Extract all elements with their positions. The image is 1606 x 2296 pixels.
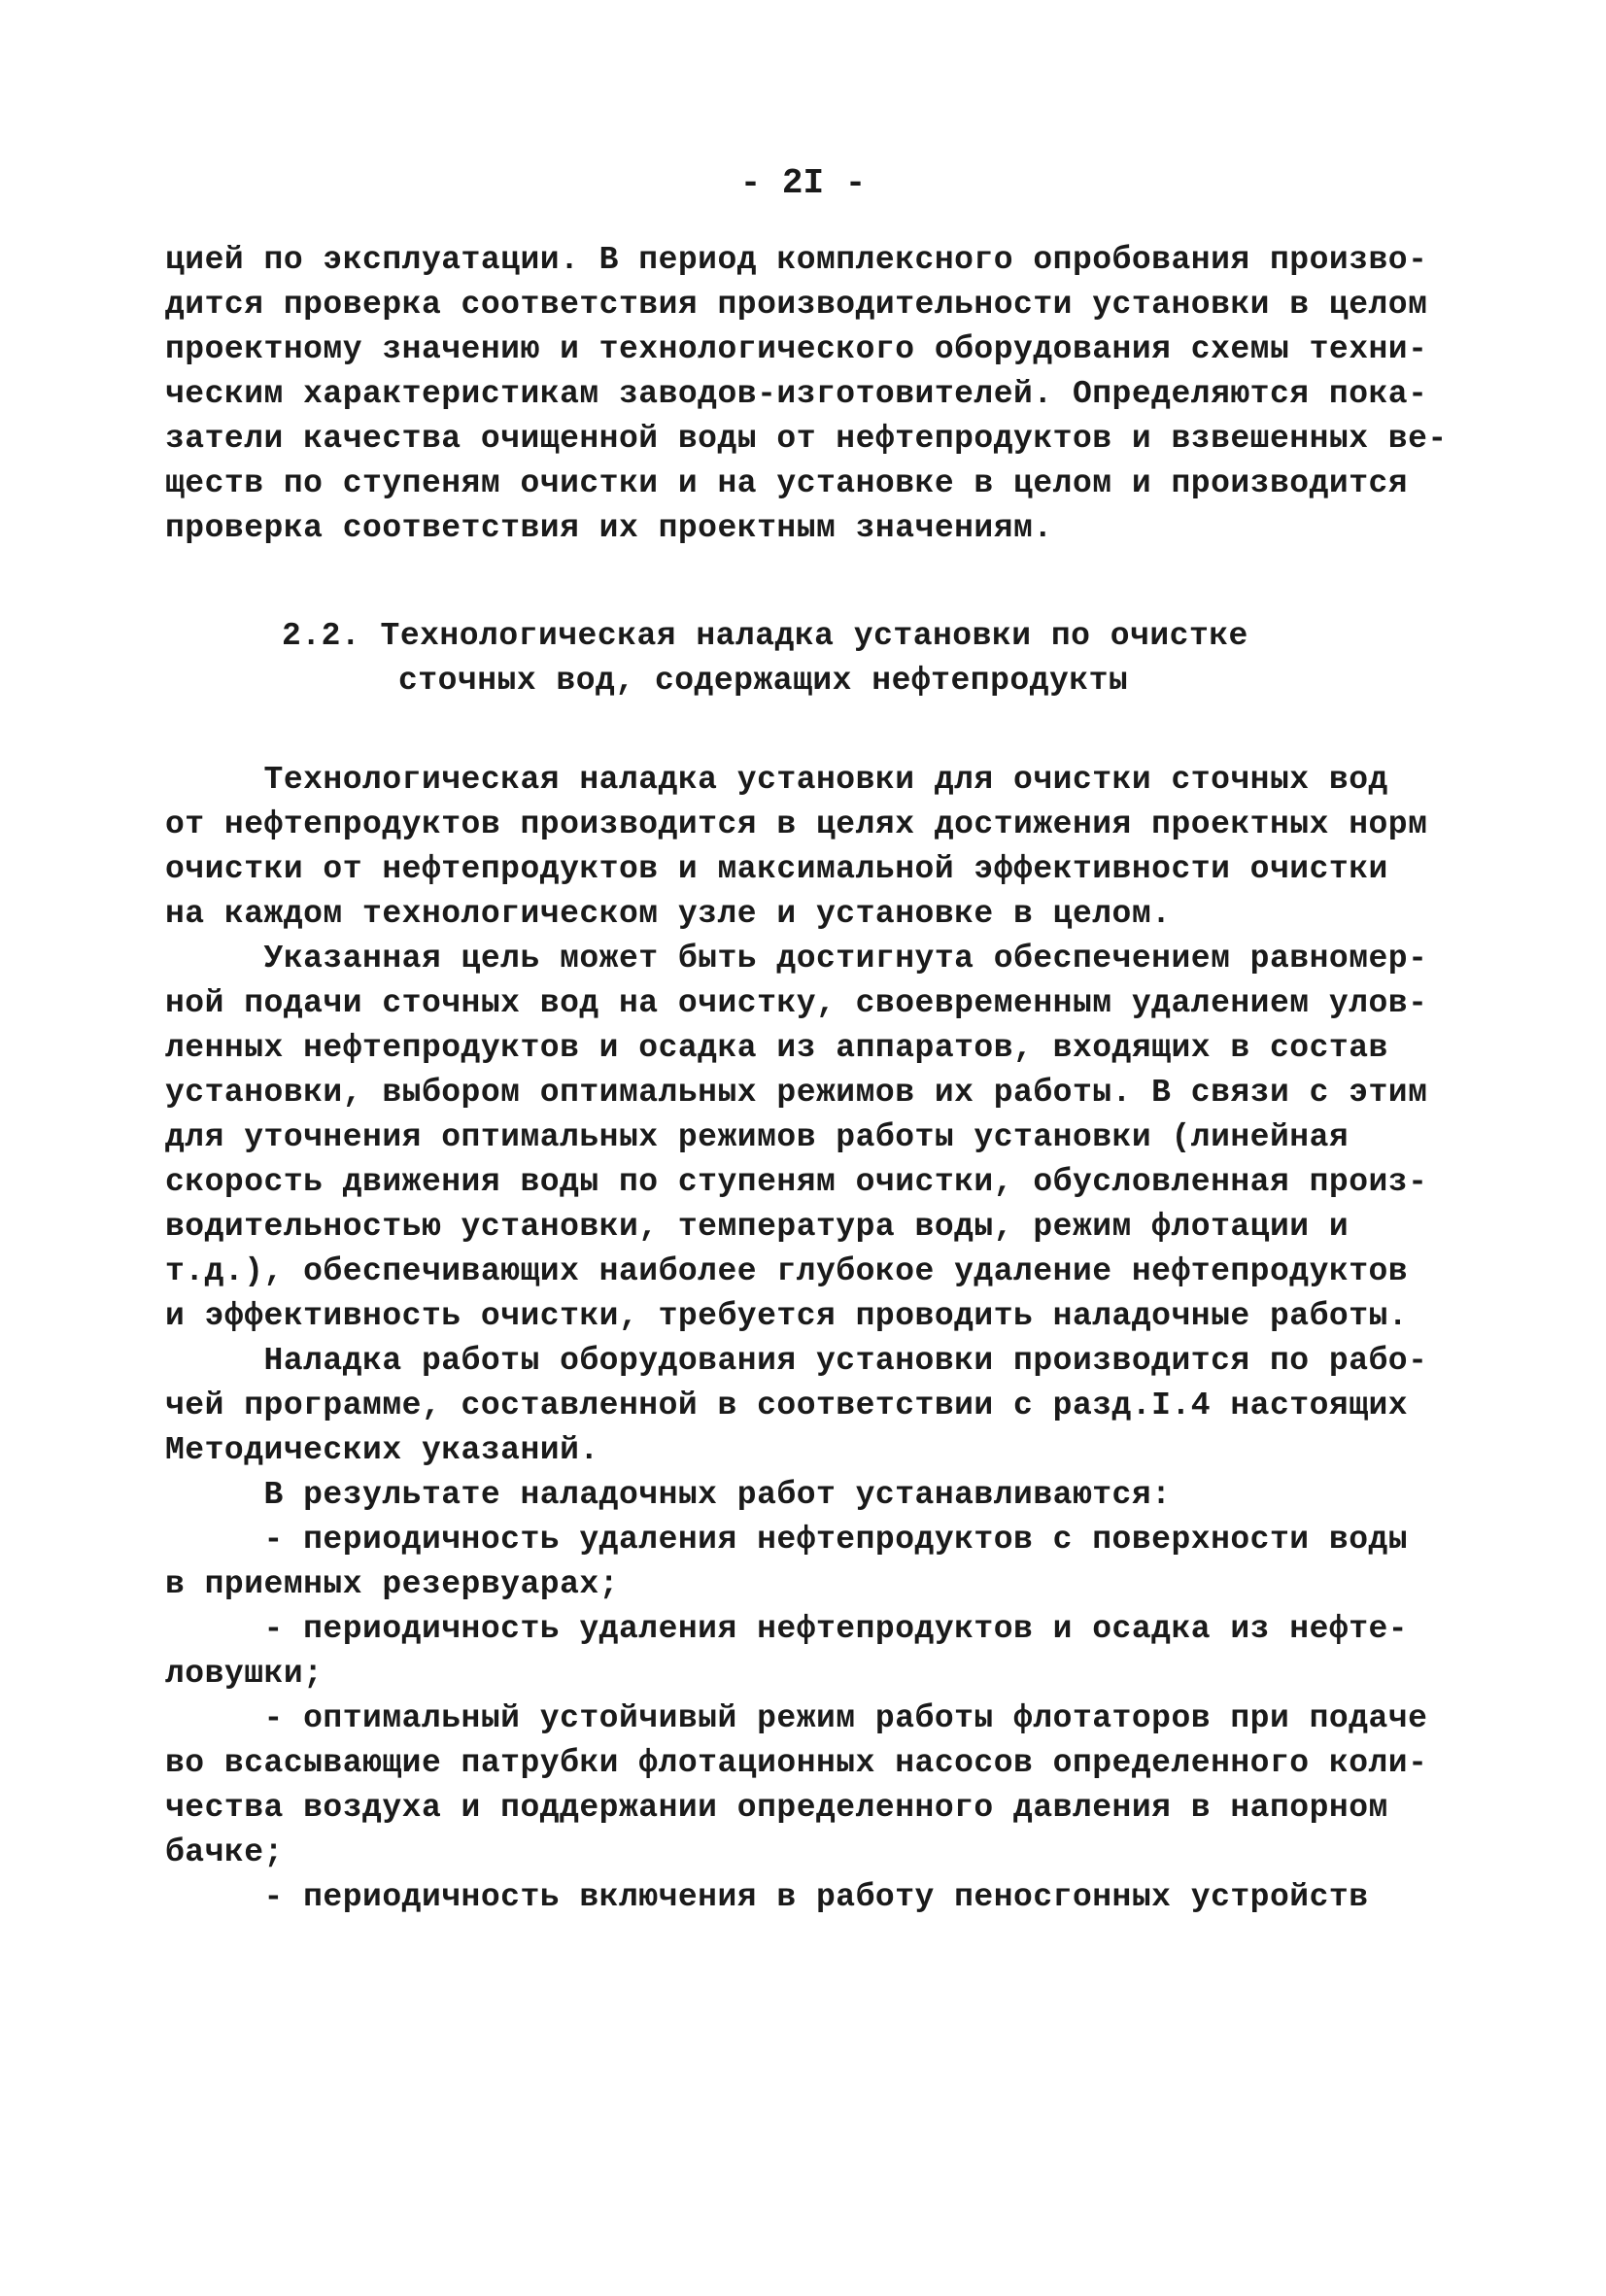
page-number: - 2I - — [739, 163, 867, 203]
text-line: затели качества очищенной воды от нефтепродуктов и взвешенных ве- — [165, 421, 1448, 457]
text-line: на каждом технологическом узле и установке в целом. — [165, 896, 1172, 932]
text-line: чей программе, составленной в соответствии с разд.I.4 настоящих — [165, 1388, 1409, 1423]
text-line: Наладка работы оборудования установки производится по рабо- — [165, 1343, 1428, 1379]
text-line: - периодичность удаления нефтепродуктов с поверхности воды — [165, 1522, 1409, 1558]
text-line: и эффективность очистки, требуется проводить наладочные работы. — [165, 1298, 1409, 1334]
text-line: Методических указаний. — [165, 1432, 599, 1468]
text-line: от нефтепродуктов производится в целях достижения проектных норм — [165, 806, 1428, 842]
text-line: цией по эксплуатации. В период комплексного опробования произво- — [165, 242, 1428, 278]
body-text — [165, 758, 1448, 1920]
text-line: проектному значению и технологического оборудования схемы техни- — [165, 331, 1428, 367]
text-line: чества воздуха и поддержании определенного давления в напорном — [165, 1790, 1388, 1826]
text-line: в приемных резервуарах; — [165, 1566, 619, 1602]
text-line: - периодичность включения в работу пеносгонных устройств — [165, 1879, 1369, 1915]
text-line: Указанная цель может быть достигнута обеспечением равномер- — [165, 941, 1428, 977]
text-line: Технологическая наладка установки для очистки сточных вод — [165, 762, 1388, 798]
section-heading-line-2: сточных вод, содержащих нефтепродукты — [398, 663, 1129, 699]
section-heading — [0, 614, 1606, 703]
text-line: во всасывающие патрубки флотационных насосов определенного коли- — [165, 1745, 1428, 1781]
text-line: т.д.), обеспечивающих наиболее глубокое удаление нефтепродуктов — [165, 1253, 1409, 1289]
text-line: ловушки; — [165, 1656, 324, 1692]
text-line: водительностью установки, температура воды, режим флотации и — [165, 1209, 1350, 1245]
text-line: ществ по ступеням очистки и на установке в целом и производится — [165, 465, 1409, 501]
text-line: бачке; — [165, 1834, 284, 1870]
text-line: дится проверка соответствия производительности установки в целом — [165, 287, 1428, 323]
text-line: ной подачи сточных вод на очистку, своевременным удалением улов- — [165, 985, 1428, 1021]
text-line: В результате наладочных работ устанавливаются: — [165, 1477, 1172, 1513]
text-line: ленных нефтепродуктов и осадка из аппаратов, входящих в состав — [165, 1030, 1388, 1066]
text-line: - оптимальный устойчивый режим работы флотаторов при подаче — [165, 1700, 1428, 1736]
text-line: очистки от нефтепродуктов и максимальной эффективности очистки — [165, 851, 1388, 887]
section-heading-line-1: 2.2. Технологическая наладка установки по очистке — [282, 618, 1248, 654]
text-line: ческим характеристикам заводов-изготовителей. Определяются пока- — [165, 376, 1428, 412]
text-line: скорость движения воды по ступеням очистки, обусловленная произ- — [165, 1164, 1428, 1200]
text-line: для уточнения оптимальных режимов работы установки (линейная — [165, 1119, 1350, 1155]
text-line: - периодичность удаления нефтепродуктов и осадка из нефте- — [165, 1611, 1409, 1647]
intro-paragraph — [165, 238, 1448, 551]
text-line: установки, выбором оптимальных режимов их работы. В связи с этим — [165, 1075, 1428, 1111]
text-line: проверка соответствия их проектным значениям. — [165, 510, 1053, 546]
